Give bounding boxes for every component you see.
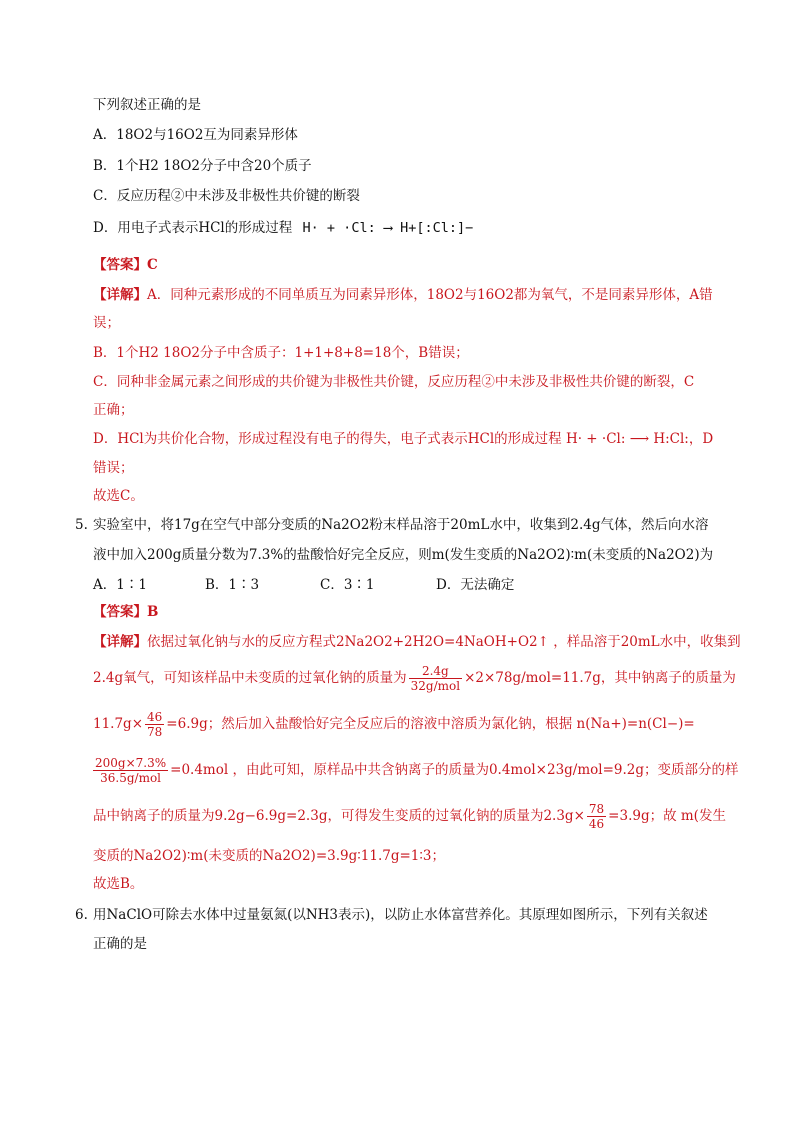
answer-value: C (147, 257, 158, 273)
detail-text: =0.4mol ，由此可知，原样品中共含钠离子的质量为0.4mol×23g/mol=9.2g；变质部分的样 (170, 762, 739, 778)
q4-option-b: B．1个H2 18O2分子中含20个质子 (93, 158, 312, 174)
q5-detail-1 (93, 633, 741, 651)
fraction (93, 756, 168, 785)
electron-formula: H· + ·Cl: ⟶ H+[:Cl:]− (302, 220, 474, 236)
numerator: 78 (588, 802, 605, 816)
q4-detail-3: C．同种非金属元素之间形成的共价键为非极性共价键，反应历程②中未涉及非极性共价键的断裂，C (93, 374, 695, 390)
q4-detail-4: D．HCl为共价化合物，形成过程没有电子的得失，电子式表示HCl的形成过程 H· + ·Cl: ⟶ H:Cl:，D (93, 431, 714, 447)
q4-detail-2: B．1个H2 18O2分子中含质子：1+1+8+8=18个，B错误； (93, 345, 469, 361)
numerator: 200g×7.3% (95, 756, 167, 770)
q5-detail-4 (93, 756, 739, 785)
denominator: 32g/mol (410, 679, 461, 693)
fraction (587, 802, 606, 831)
q5-detail-5 (93, 802, 726, 831)
answer-value: B (147, 604, 159, 620)
numerator: 46 (147, 710, 163, 724)
answer-label: 【答案】 (93, 257, 147, 273)
q4-option-c: C．反应历程②中未涉及非极性共价键的断裂 (93, 188, 360, 204)
denominator: 46 (588, 817, 605, 831)
q4-detail-4b: 错误； (93, 460, 134, 476)
answer-label: 【答案】 (93, 604, 147, 620)
q4-answer (93, 256, 158, 274)
q5-stem-2: 液中加入200g质量分数为7.3%的盐酸恰好完全反应，则m(发生变质的Na2O2)∶m(未变质的Na2O2)为 (93, 547, 714, 563)
q4-option-a: A．18O2与16O2互为同素异形体 (93, 127, 298, 143)
detail-text: ×2×78g/mol=11.7g，其中钠离子的质量为 (464, 670, 736, 686)
fraction (145, 710, 164, 739)
detail-text: =6.9g；然后加入盐酸恰好完全反应后的溶液中溶质为氯化钠，根据 n(Na+)=n(Cl−)= (166, 716, 695, 732)
q5-detail-7: 故选B。 (93, 876, 144, 892)
q5-detail-6: 变质的Na2O2)∶m(未变质的Na2O2)=3.9g∶11.7g=1∶3； (93, 848, 445, 864)
q5-option-a: A．1∶1 (93, 577, 147, 593)
q4-detail-3b: 正确； (93, 402, 134, 418)
fraction (409, 664, 462, 693)
q4-option-d-text: D．用电子式表示HCl的形成过程 (93, 220, 293, 236)
detail-text: 品中钠离子的质量为9.2g−6.9g=2.3g，可得发生变质的过氧化钠的质量为2.3g× (93, 808, 585, 824)
detail-text: A．同种元素形成的不同单质互为同素异形体，18O2与16O2都为氧气，不是同素异形体，A错 (147, 287, 713, 303)
q4-detail-1b: 误； (93, 315, 120, 331)
detail-label: 【详解】 (93, 287, 147, 303)
q6-stem-1: 用NaClO可除去水体中过量氨氮(以NH3表示)，以防止水体富营养化。其原理如图所示，下列有关叙述 (93, 907, 708, 923)
q5-option-c: C．3∶1 (320, 577, 375, 593)
q6-stem-2: 正确的是 (93, 936, 147, 952)
q5-number: 5. (75, 517, 88, 533)
q5-option-d: D．无法确定 (436, 577, 515, 593)
q5-stem-1: 实验室中，将17g在空气中部分变质的Na2O2粉末样品溶于20mL水中，收集到2.4g气体，然后向水溶 (93, 517, 709, 533)
q4-stem: 下列叙述正确的是 (93, 97, 201, 113)
detail-text: 11.7g× (93, 716, 144, 732)
q4-detail-5: 故选C。 (93, 488, 144, 504)
q5-options (93, 576, 514, 594)
detail-text: 2.4g氧气，可知该样品中未变质的过氧化钠的质量为 (93, 670, 407, 686)
q5-answer (93, 603, 158, 621)
detail-label: 【详解】 (93, 634, 147, 650)
denominator: 36.5g/mol (100, 771, 162, 785)
q4-detail-1 (93, 286, 713, 304)
q5-detail-3 (93, 710, 695, 739)
detail-text: =3.9g；故 m(发生 (608, 808, 726, 824)
q5-option-b: B．1∶3 (205, 577, 260, 593)
denominator: 78 (147, 725, 163, 739)
q5-detail-2 (93, 664, 736, 693)
q4-option-d (93, 219, 473, 237)
detail-text: 依据过氧化钠与水的反应方程式2Na2O2+2H2O=4NaOH+O2↑ ，样品溶于20mL水中，收集到 (147, 634, 741, 650)
q6-number: 6. (75, 907, 88, 923)
numerator: 2.4g (409, 664, 462, 679)
